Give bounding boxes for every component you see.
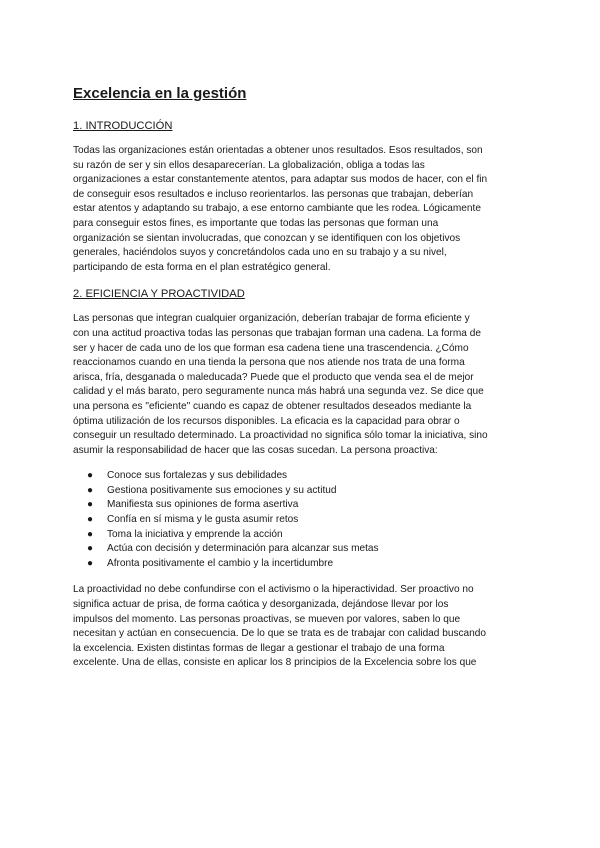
bullet-icon: ● [87, 528, 94, 540]
closing-paragraph: La proactividad no debe confundirse con el activismo o la hiperactividad. Ser proactivo no significa actuar de prisa, de forma caótica y desorganizada, dejándose llevar por los impulsos del momento. Las personas proactivas, se mueven por valores, saben lo que necesitan y actúan en consecuencia. De lo que se trata es de trabajar con calidad buscando la excelencia. Existen distintas formas de llegar a gestionar el trabajo de una forma excelente. Una de ellas, consiste en aplicar los 8 principios de la Excelencia sobre los que [73, 584, 486, 669]
list-item [87, 484, 533, 499]
list-item [87, 513, 533, 528]
proactive-traits-list [73, 469, 533, 571]
bullet-icon: ● [87, 499, 94, 511]
document-page [73, 84, 533, 682]
bullet-icon: ● [87, 514, 94, 526]
bullet-icon: ● [87, 470, 94, 482]
list-item-text: Gestiona positivamente sus emociones y su actitud [107, 484, 337, 496]
bullet-icon: ● [87, 557, 94, 569]
bullet-icon: ● [87, 484, 94, 496]
section-heading-introduccion: 1. INTRODUCCIÓN [73, 120, 173, 132]
list-item [87, 469, 533, 484]
list-item-text: Confía en sí misma y le gusta asumir retos [107, 514, 299, 526]
list-item [87, 528, 533, 543]
list-item-text: Actúa con decisión y determinación para alcanzar sus metas [107, 543, 379, 555]
list-item [87, 498, 533, 513]
list-item [87, 557, 533, 572]
section-heading-eficiencia: 2. EFICIENCIA Y PROACTIVIDAD [73, 288, 245, 301]
list-item-text: Toma la iniciativa y emprende la acción [107, 528, 283, 540]
intro-paragraph: Todas las organizaciones están orientadas a obtener unos resultados. Esos resultados, son su razón de ser y sin ellos desaparecerían. La globalización, obliga a todas las organizaciones a estar constantemente atentos, para adaptar sus modos de hacer, con el fin de conseguir esos resultados e incluso reorientarlos. las personas que trabajan, deberían estar atentos y adaptando su trabajo, a ese entorno cambiante que les rodea. Lógicamente para conseguir estos fines, es importante que todas las personas que forman una organización se sientan involucradas, que conozcan y se identifiquen con los objetivos generales, haciéndolos suyos y concretándolos cada uno en su trabajo y a su nivel, participando de esta forma en el plan estratégico general. [73, 145, 488, 273]
list-item-text: Manifiesta sus opiniones de forma asertiva [107, 499, 299, 511]
list-item-text: Conoce sus fortalezas y sus debilidades [107, 470, 288, 482]
eficiencia-paragraph: Las personas que integran cualquier organización, deberían trabajar de forma eficiente y con una actitud proactiva todas las personas que trabajan forman una cadena. La forma de ser y hacer de cada uno de los que forman esa cadena tiene una trascendencia. ¿Cómo reaccionamos cuando en una tienda la persona que nos atiende nos trata de una forma arisca, fría, desganada o maleducada? Puede que el producto que venda sea el de mejor calidad y el más barato, pero seguramente nunca más habrá una segunda vez. Se dice que una persona es "eficiente" cuando es capaz de obtener resultados deseados mediante la óptima utilización de los recursos disponibles. La eficacia es la capacidad para obrar o conseguir un resultado determinado. La proactividad no significa sólo tomar la iniciativa, sino asumir la responsabilidad de hacer que las cosas sucedan. La persona proactiva: [73, 313, 488, 456]
list-item-text: Afronta positivamente el cambio y la incertidumbre [107, 557, 334, 569]
document-title: Excelencia en la gestión [73, 85, 247, 102]
list-item [87, 542, 533, 557]
bullet-icon: ● [87, 543, 94, 555]
